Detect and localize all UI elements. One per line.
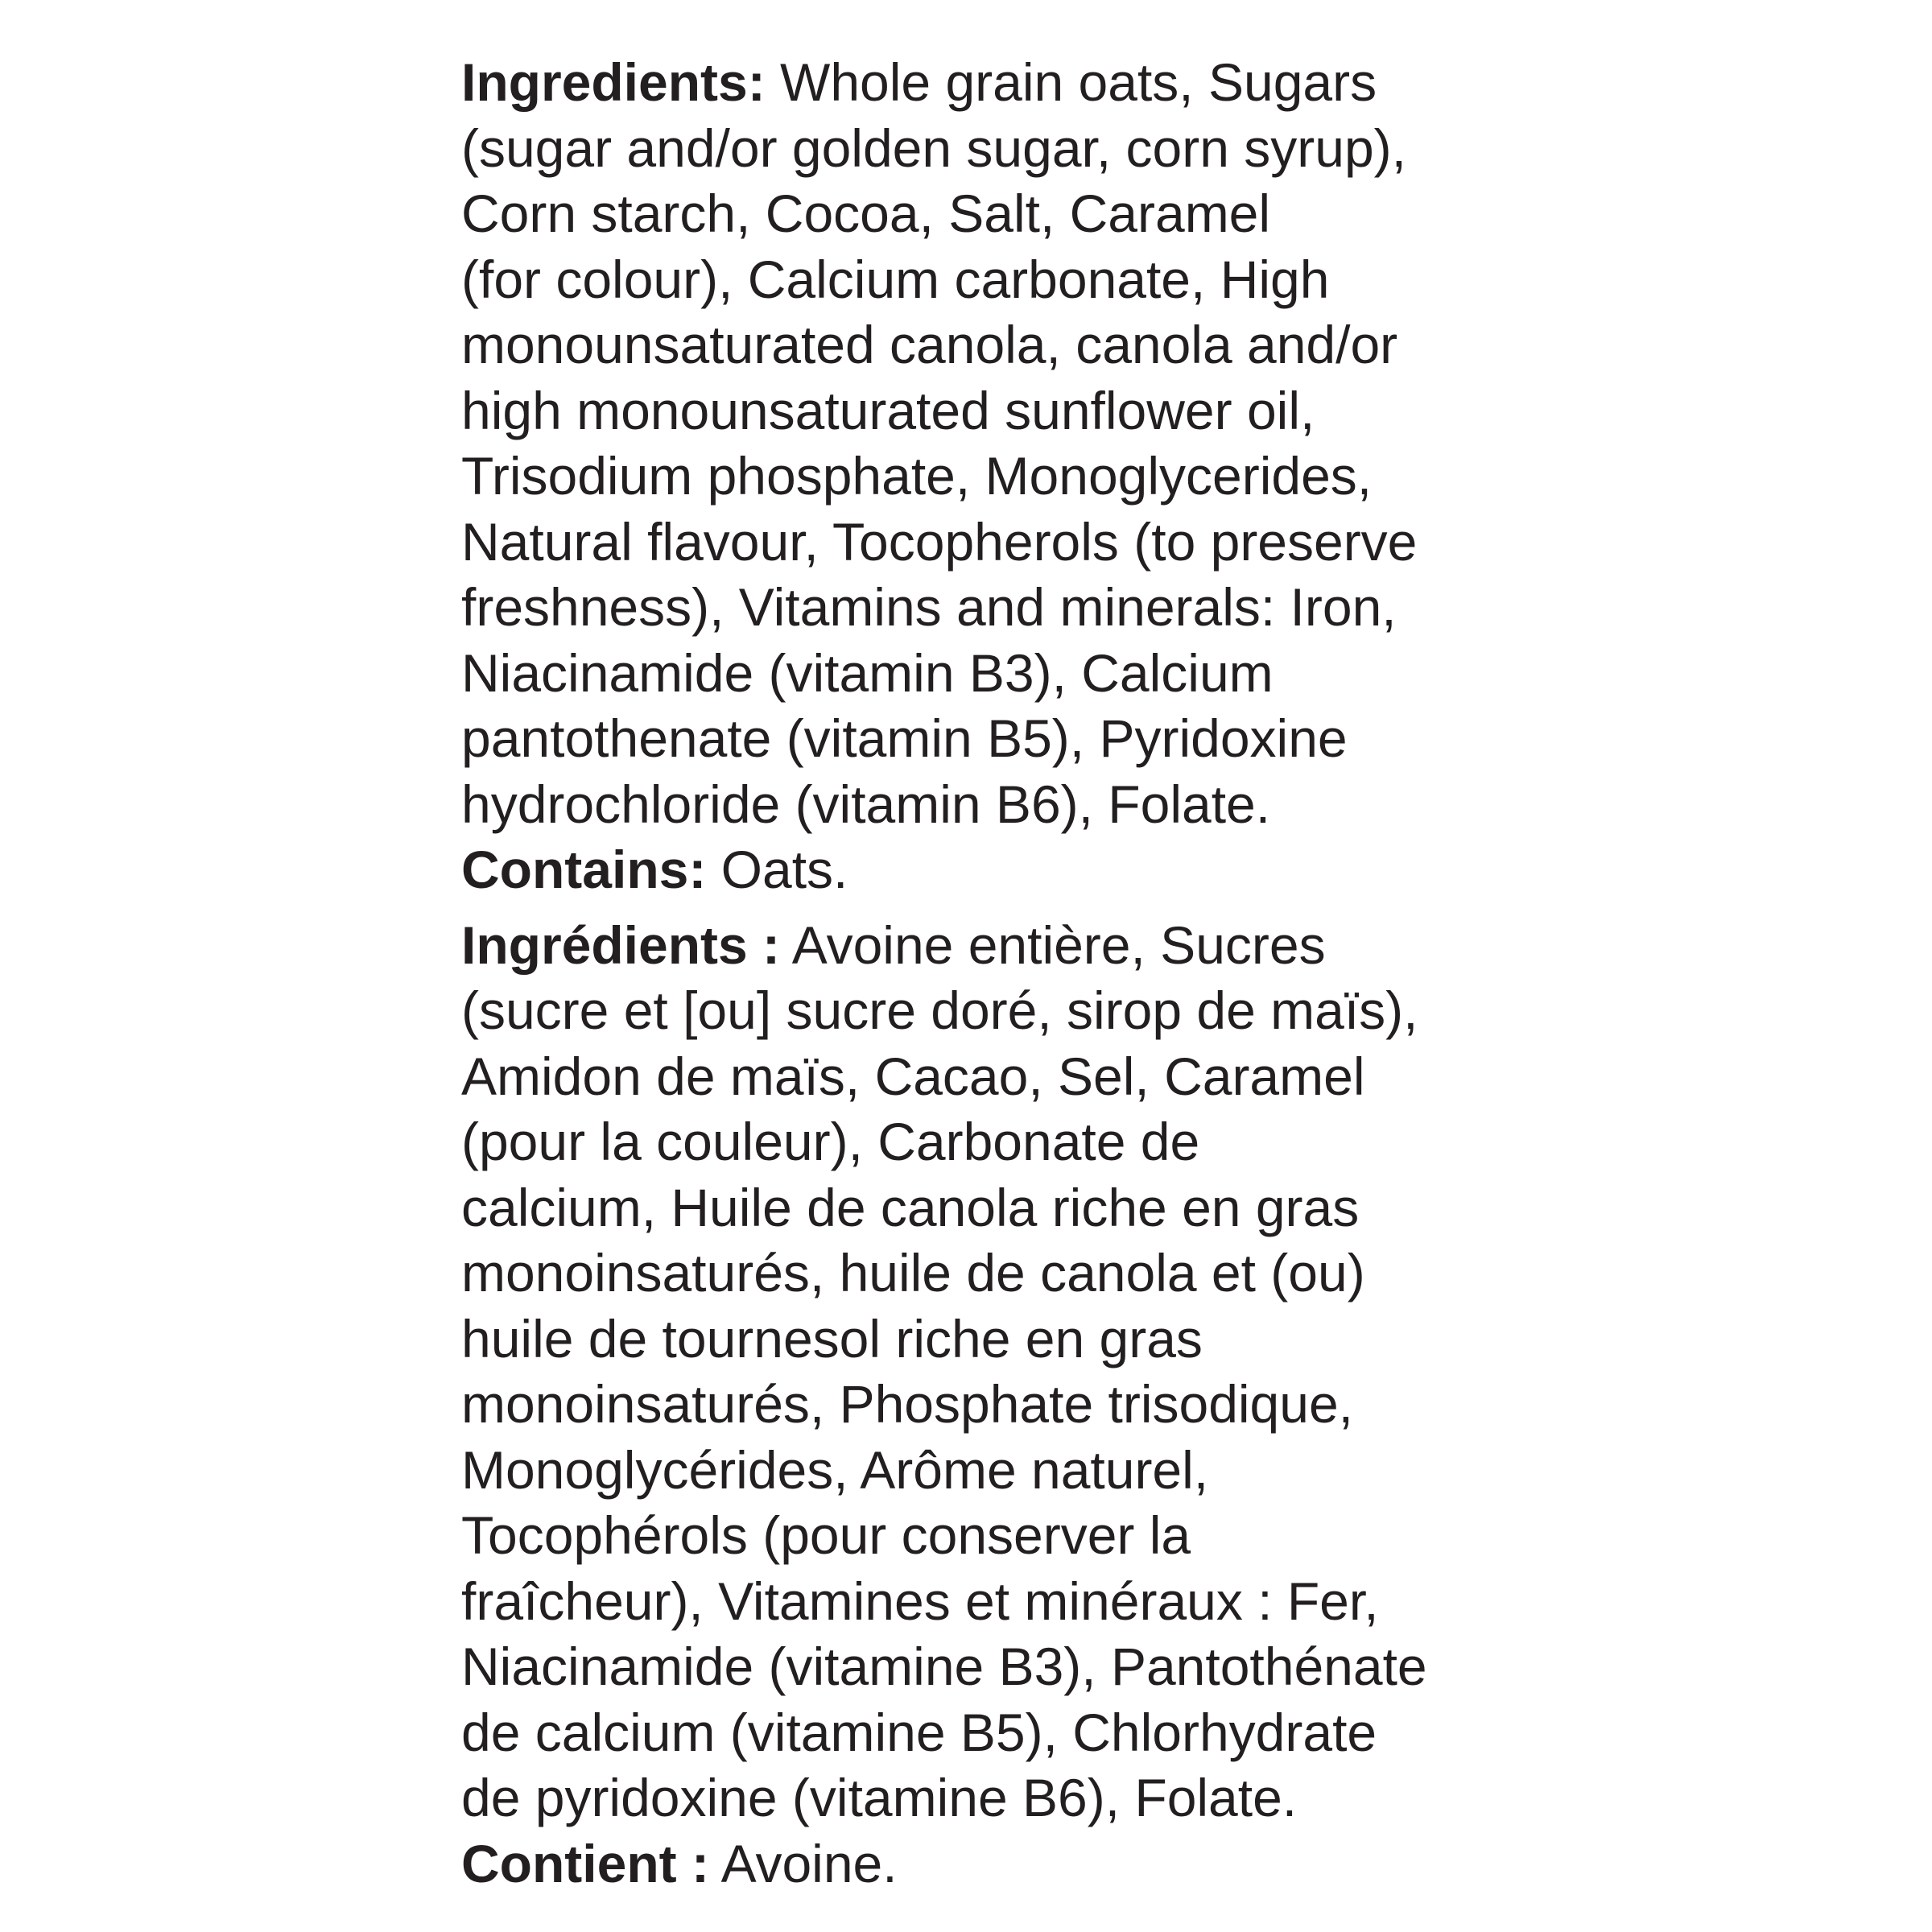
english-ingredients-line: Trisodium phosphate, Monoglycerides, (461, 446, 1373, 506)
french-ingredients-block (461, 913, 1508, 1897)
french-ingredients-text: Avoine entière, Sucres (780, 914, 1326, 975)
english-ingredients-line-1 (461, 50, 1508, 116)
english-ingredients-line: pantothenate (vitamin B5), Pyridoxine (461, 708, 1348, 768)
english-ingredients-line: (sugar and/or golden sugar, corn syrup), (461, 118, 1406, 178)
english-ingredients-line: hydrochloride (vitamin B6), Folate. (461, 774, 1271, 834)
french-ingredients-line: Amidon de maïs, Cacao, Sel, Caramel (461, 1046, 1365, 1106)
english-ingredients-line: freshness), Vitamins and minerals: Iron, (461, 577, 1397, 637)
english-contains-line (461, 837, 1508, 903)
french-ingredients-line: fraîcheur), Vitamines et minéraux : Fer, (461, 1571, 1379, 1631)
french-contains-line (461, 1831, 1508, 1897)
english-contains-value: Oats. (706, 840, 848, 899)
french-ingredients-line: (sucre et [ou] sucre doré, sirop de maïs), (461, 980, 1418, 1040)
french-ingredients-line: monoinsaturés, huile de canola et (ou) (461, 1243, 1365, 1302)
english-ingredients-line: Corn starch, Cocoa, Salt, Caramel (461, 184, 1271, 243)
english-ingredients-heading: Ingredients: (461, 52, 766, 112)
english-ingredients-line: high monounsaturated sunflower oil, (461, 380, 1315, 440)
french-ingredients-line-1 (461, 913, 1508, 979)
french-ingredients-heading: Ingrédients : (461, 914, 781, 975)
french-ingredients-line: monoinsaturés, Phosphate trisodique, (461, 1374, 1354, 1434)
french-ingredients-line: (pour la couleur), Carbonate de (461, 1112, 1200, 1171)
english-ingredients-text: Whole grain oats, Sugars (765, 52, 1377, 112)
english-ingredients-line: Niacinamide (vitamin B3), Calcium (461, 642, 1274, 703)
french-contains-value: Avoine. (708, 1833, 898, 1893)
french-ingredients-line: Tocophérols (pour conserver la (461, 1505, 1191, 1565)
ingredients-label-panel (461, 50, 1508, 1897)
english-ingredients-line: monounsaturated canola, canola and/or (461, 315, 1398, 374)
french-ingredients-line: calcium, Huile de canola riche en gras (461, 1177, 1360, 1237)
english-contains-heading: Contains: (461, 840, 707, 899)
french-contains-heading: Contient : (461, 1833, 709, 1893)
french-ingredients-line: Niacinamide (vitamine B3), Pantothénate (461, 1637, 1427, 1696)
french-ingredients-line: Monoglycérides, Arôme naturel, (461, 1439, 1209, 1500)
english-ingredients-line: Natural flavour, Tocopherols (to preserve (461, 511, 1418, 572)
english-ingredients-line: (for colour), Calcium carbonate, High (461, 249, 1330, 309)
french-ingredients-line: huile de tournesol riche en gras (461, 1308, 1203, 1368)
english-ingredients-block (461, 50, 1508, 903)
french-ingredients-line: de calcium (vitamine B5), Chlorhydrate (461, 1702, 1377, 1762)
french-ingredients-line: de pyridoxine (vitamine B6), Folate. (461, 1768, 1298, 1827)
